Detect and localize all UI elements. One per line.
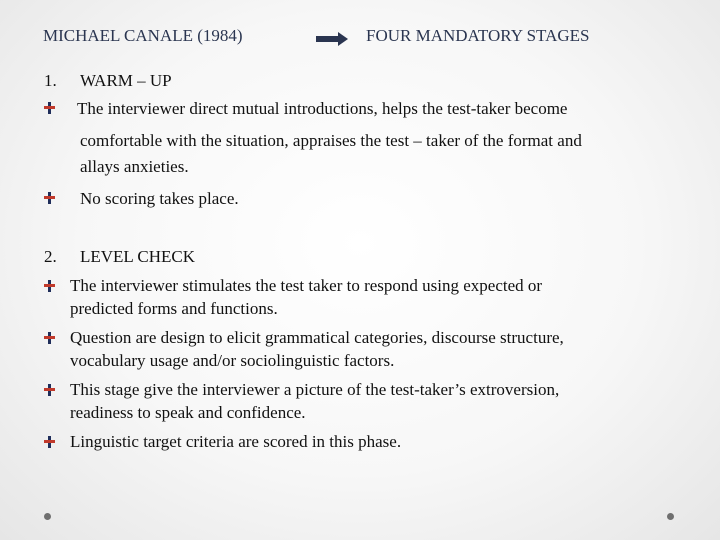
bullet-line: vocabulary usage and/or sociolinguistic factors. (70, 351, 395, 370)
bullet-icon (44, 102, 55, 114)
bullet-line: Linguistic target criteria are scored in this phase. (70, 432, 402, 451)
bullet-line: readiness to speak and confidence. (70, 403, 306, 422)
bullet-line: allays anxieties. (80, 157, 189, 176)
bullet-icon (44, 332, 55, 344)
bullet-icon (44, 384, 55, 396)
bullet-line: The interviewer stimulates the test taker to respond using expected or (70, 276, 543, 295)
title-topic: FOUR MANDATORY STAGES (366, 26, 590, 45)
bullet-line: Question are design to elicit grammatical categories, discourse structure, (70, 328, 564, 347)
section-heading: WARM – UP (80, 71, 172, 90)
slide-title (43, 26, 683, 50)
bullet-line: comfortable with the situation, appraises the test – taker of the format and (80, 131, 582, 150)
bullet-line: predicted forms and functions. (70, 299, 278, 318)
bullet-icon (44, 280, 55, 292)
bullet-line: This stage give the interviewer a picture of the test-taker’s extroversion, (70, 380, 560, 399)
right-arrow-icon (316, 32, 348, 46)
bullet-line: No scoring takes place. (80, 189, 239, 208)
corner-dot-right (667, 513, 674, 520)
bullet-line: The interviewer direct mutual introductions, helps the test-taker become (77, 99, 568, 118)
section-number: 2. (44, 247, 57, 266)
bullet-icon (44, 192, 55, 204)
section-heading: LEVEL CHECK (80, 247, 196, 266)
section-number: 1. (44, 71, 57, 90)
title-author: MICHAEL CANALE (1984) (43, 26, 243, 45)
bullet-icon (44, 436, 55, 448)
corner-dot-left (44, 513, 51, 520)
